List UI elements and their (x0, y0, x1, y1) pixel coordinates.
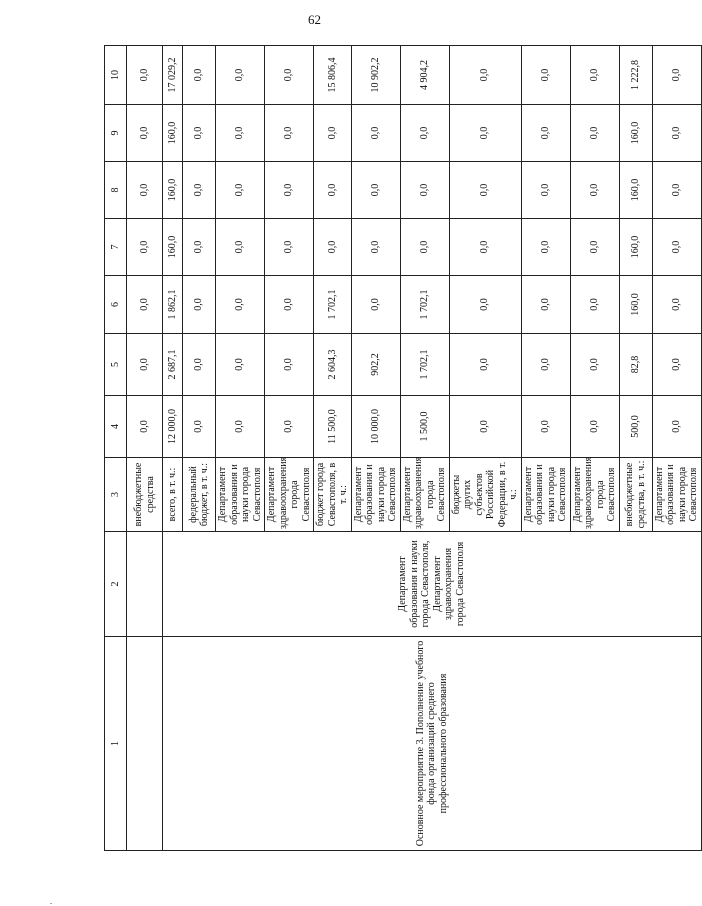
value-cell-4: 0,0 (265, 396, 314, 458)
value-cell-7: 0,0 (127, 219, 163, 276)
value-cell-7: 160,0 (163, 219, 183, 276)
value-cell-4: 0,0 (570, 396, 619, 458)
value-cell-6: 0,0 (265, 276, 314, 334)
value-cell-5: 0,0 (183, 334, 216, 396)
empty-cell (127, 532, 163, 637)
value-cell-10: 0,0 (570, 46, 619, 105)
value-cell-4: 0,0 (127, 396, 163, 458)
col-header-9: 9 (105, 105, 127, 162)
value-cell-8: 0,0 (521, 162, 570, 219)
value-cell-9: 0,0 (652, 105, 701, 162)
col-header-1: 1 (105, 637, 127, 851)
value-cell-5: 2 604,3 (314, 334, 352, 396)
value-cell-5: 0,0 (521, 334, 570, 396)
page-number: 62 (308, 12, 321, 27)
value-cell-5: 0,0 (127, 334, 163, 396)
col-header-3: 3 (105, 458, 127, 532)
value-cell-6: 0,0 (449, 276, 521, 334)
funding-source-cell: Департамент образования и науки города Севастополя (521, 458, 570, 532)
empty-cell (127, 637, 163, 851)
value-cell-4: 0,0 (183, 396, 216, 458)
value-cell-6: 1 702,1 (400, 276, 449, 334)
measure-name-cell: Основное мероприятие 3. Пополнение учебного фонда организаций среднего профессионального образования (163, 637, 702, 851)
value-cell-9: 0,0 (400, 105, 449, 162)
value-cell-5: 2 687,1 (163, 334, 183, 396)
value-cell-8: 0,0 (351, 162, 400, 219)
funding-source-cell: внебюджетные средства, в т. ч.: (619, 458, 652, 532)
value-cell-6: 0,0 (183, 276, 216, 334)
value-cell-10: 0,0 (183, 46, 216, 105)
value-cell-9: 0,0 (570, 105, 619, 162)
funding-source-cell: Департамент здравоохранения города Севастополя (400, 458, 449, 532)
value-cell-7: 0,0 (216, 219, 265, 276)
value-cell-7: 0,0 (652, 219, 701, 276)
table-container (104, 46, 699, 851)
value-cell-8: 0,0 (265, 162, 314, 219)
value-cell-10: 1 222,8 (619, 46, 652, 105)
value-cell-8: 160,0 (619, 162, 652, 219)
value-cell-7: 0,0 (351, 219, 400, 276)
funding-source-cell: внебюджетные средства (127, 458, 163, 532)
value-cell-5: 0,0 (265, 334, 314, 396)
value-cell-6: 0,0 (570, 276, 619, 334)
value-cell-10: 0,0 (265, 46, 314, 105)
table-row (127, 46, 163, 851)
header-row (105, 46, 127, 851)
value-cell-6: 0,0 (216, 276, 265, 334)
value-cell-6: 0,0 (351, 276, 400, 334)
value-cell-7: 0,0 (314, 219, 352, 276)
value-cell-10: 10 902,2 (351, 46, 400, 105)
value-cell-4: 0,0 (652, 396, 701, 458)
value-cell-4: 0,0 (449, 396, 521, 458)
value-cell-10: 0,0 (652, 46, 701, 105)
value-cell-6: 0,0 (652, 276, 701, 334)
value-cell-7: 0,0 (183, 219, 216, 276)
value-cell-8: 160,0 (163, 162, 183, 219)
value-cell-7: 160,0 (619, 219, 652, 276)
value-cell-5: 0,0 (652, 334, 701, 396)
funding-source-cell: бюджет города Севастополя, в т. ч.: (314, 458, 352, 532)
funding-source-cell: Департамент здравоохранения города Севастополя (570, 458, 619, 532)
value-cell-9: 0,0 (314, 105, 352, 162)
value-cell-10: 15 806,4 (314, 46, 352, 105)
rotated-table-frame (104, 46, 699, 851)
col-header-5: 5 (105, 334, 127, 396)
value-cell-6: 1 862,1 (163, 276, 183, 334)
funding-source-cell: всего, в т. ч.: (163, 458, 183, 532)
value-cell-4: 12 000,0 (163, 396, 183, 458)
value-cell-8: 0,0 (652, 162, 701, 219)
value-cell-9: 0,0 (265, 105, 314, 162)
value-cell-9: 0,0 (449, 105, 521, 162)
value-cell-8: 0,0 (400, 162, 449, 219)
col-header-7: 7 (105, 219, 127, 276)
value-cell-9: 0,0 (351, 105, 400, 162)
scan-mark: . (50, 897, 52, 906)
funding-source-cell: Департамент здравоохранения города Севастополя (265, 458, 314, 532)
funding-source-cell: Департамент образования и науки города Севастополя (216, 458, 265, 532)
funding-source-cell: бюджеты других субъектов Российской Федерации, в т. ч.: (449, 458, 521, 532)
value-cell-4: 0,0 (216, 396, 265, 458)
value-cell-9: 160,0 (619, 105, 652, 162)
value-cell-4: 11 500,0 (314, 396, 352, 458)
value-cell-6: 1 702,1 (314, 276, 352, 334)
value-cell-10: 0,0 (449, 46, 521, 105)
funding-source-cell: Департамент образования и науки города Севастополя (652, 458, 701, 532)
value-cell-8: 0,0 (216, 162, 265, 219)
value-cell-4: 500,0 (619, 396, 652, 458)
value-cell-9: 0,0 (216, 105, 265, 162)
col-header-10: 10 (105, 46, 127, 105)
funding-source-cell: федеральный бюджет, в т. ч.: (183, 458, 216, 532)
table-row (163, 46, 183, 851)
funding-source-cell: Департамент образования и науки города Севастополя (351, 458, 400, 532)
value-cell-8: 0,0 (449, 162, 521, 219)
value-cell-5: 0,0 (216, 334, 265, 396)
value-cell-9: 0,0 (127, 105, 163, 162)
value-cell-4: 10 000,0 (351, 396, 400, 458)
value-cell-7: 0,0 (521, 219, 570, 276)
value-cell-7: 0,0 (265, 219, 314, 276)
value-cell-8: 0,0 (570, 162, 619, 219)
value-cell-7: 0,0 (570, 219, 619, 276)
value-cell-6: 0,0 (127, 276, 163, 334)
value-cell-10: 4 904,2 (400, 46, 449, 105)
value-cell-4: 0,0 (521, 396, 570, 458)
value-cell-5: 902,2 (351, 334, 400, 396)
value-cell-6: 0,0 (521, 276, 570, 334)
value-cell-10: 0,0 (127, 46, 163, 105)
value-cell-8: 0,0 (183, 162, 216, 219)
col-header-6: 6 (105, 276, 127, 334)
col-header-8: 8 (105, 162, 127, 219)
value-cell-5: 82,8 (619, 334, 652, 396)
col-header-4: 4 (105, 396, 127, 458)
budget-table (104, 45, 702, 851)
value-cell-5: 0,0 (570, 334, 619, 396)
value-cell-9: 0,0 (521, 105, 570, 162)
value-cell-10: 0,0 (521, 46, 570, 105)
value-cell-10: 17 029,2 (163, 46, 183, 105)
value-cell-10: 0,0 (216, 46, 265, 105)
col-header-2: 2 (105, 532, 127, 637)
value-cell-9: 160,0 (163, 105, 183, 162)
value-cell-5: 0,0 (449, 334, 521, 396)
value-cell-8: 0,0 (127, 162, 163, 219)
value-cell-4: 1 500,0 (400, 396, 449, 458)
value-cell-6: 160,0 (619, 276, 652, 334)
value-cell-7: 0,0 (400, 219, 449, 276)
value-cell-9: 0,0 (183, 105, 216, 162)
value-cell-5: 1 702,1 (400, 334, 449, 396)
value-cell-8: 0,0 (314, 162, 352, 219)
executor-cell: Департамент образования и науки города Севастополя, Департамент здравоохранения города Севастополя (163, 532, 702, 637)
value-cell-7: 0,0 (449, 219, 521, 276)
